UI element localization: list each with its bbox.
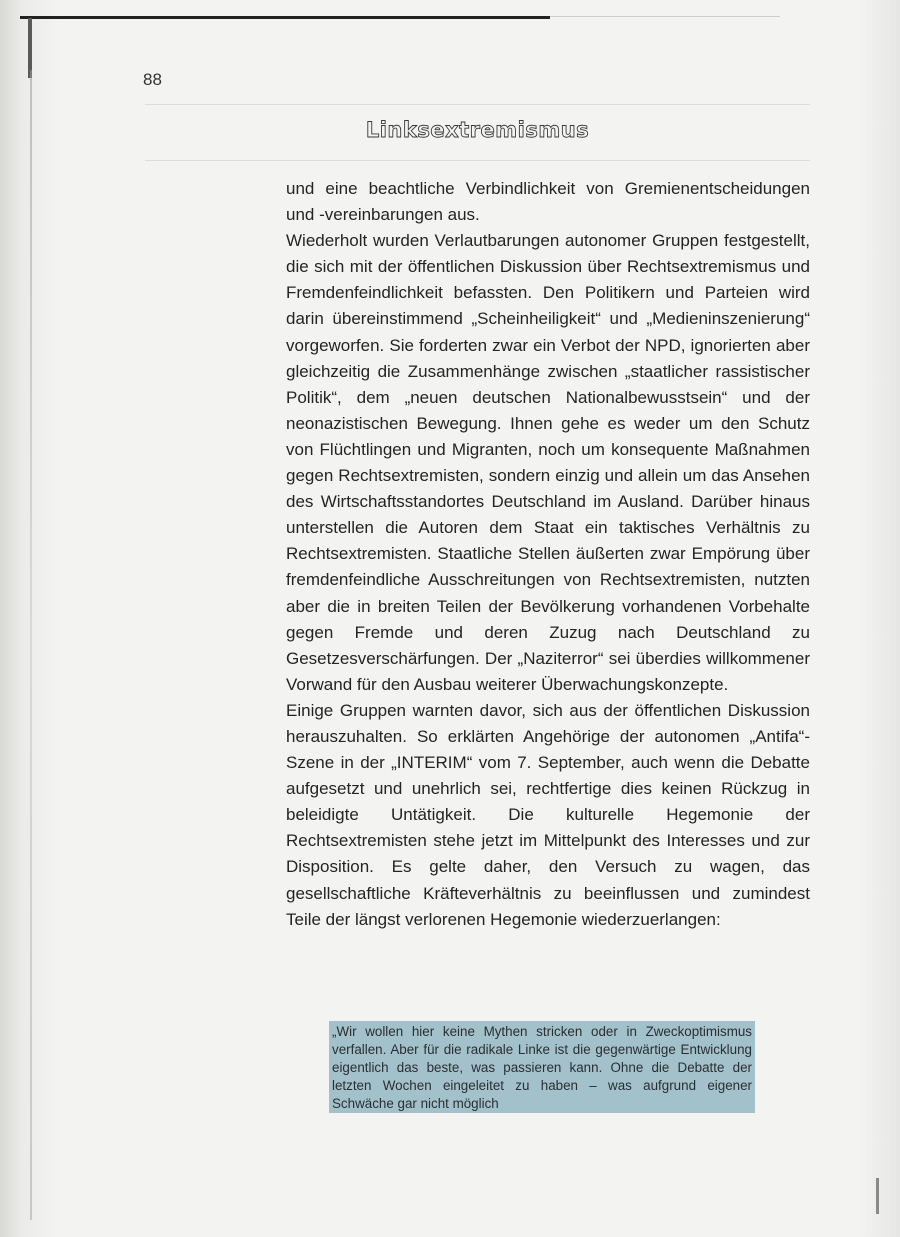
quote-box: „Wir wollen hier keine Mythen stricken oder in Zweckoptimismus verfallen. Aber für die radikale Linke ist die gegenwärtige Entwicklung eigentlich das beste, was passieren kann. Ohne die Debatte der letzten Wochen eingeleitet zu haben – was aufgrund eigener Schwäche gar nicht möglich — [329, 1021, 755, 1113]
top-rule — [20, 16, 550, 19]
top-rule-tail — [550, 16, 780, 17]
paragraph: Wiederholt wurden Verlautbarungen autonomer Gruppen festgestellt, die sich mit der öffentlichen Diskussion über Rechtsextremismus und Fremdenfeindlichkeit befassten. Den Politikern und Parteien wird darin übereinstimmend „Scheinheiligkeit“ und „Medieninszenierung“ vorgeworfen. Sie forderten zwar ein Verbot der NPD, ignorierten aber gleichzeitig die Zusammenhänge zwischen „staatlicher rassistischer Politik“, dem „neuen deutschen Nationalbewusstsein“ und der neonazistischen Bewegung. Ihnen gehe es weder um den Schutz von Flüchtlingen und Migranten, noch um konsequente Maßnahmen gegen Rechtsextremisten, sondern einzig und allein um das Ansehen des Wirtschaftsstandortes Deutschland im Ausland. Darüber hinaus unterstellen die Autoren dem Staat ein taktisches Verhältnis zu Rechtsextremisten. Staatliche Stellen äußerten zwar Empörung über fremdenfeindliche Ausschreitungen von Rechtsextremisten, nutzten aber die in breiten Teilen der Bevölkerung vorhandenen Vorbehalte gegen Fremde und deren Zuzug nach Deutschland zu Gesetzesverschärfungen. Der „Naziterror“ sei überdies willkommener Vorwand für den Ausbau weiterer Überwachungskonzepte. — [286, 231, 810, 694]
paragraph: und eine beachtliche Verbindlichkeit von Gremienentscheidungen und -vereinbarungen aus. — [286, 179, 810, 225]
book-spine-shadow — [30, 70, 32, 1220]
header-rule-bottom — [145, 160, 810, 161]
body-text — [286, 176, 810, 933]
scan-edge-mark — [28, 18, 32, 78]
header-rule-top — [145, 104, 810, 105]
paragraph: Einige Gruppen warnten davor, sich aus der öffentlichen Diskussion herauszuhalten. So erklärten Angehörige der autonomen „Antifa“-Szene in der „INTERIM“ vom 7. September, auch wenn die Debatte aufgesetzt und unehrlich sei, rechtfertige dies keinen Rückzug in beleidigte Untätigkeit. Die kulturelle Hegemonie der Rechtsextremisten stehe jetzt im Mittelpunkt des Interesses und zur Disposition. Es gelte daher, den Versuch zu wagen, das gesellschaftliche Kräfteverhältnis zu beeinflussen und zumindest Teile der längst verlorenen Hegemonie wiederzuerlangen: — [286, 700, 810, 929]
scan-edge-mark-right — [876, 1178, 879, 1214]
page-number: 88 — [143, 70, 162, 89]
running-head: Linksextremismus — [365, 118, 590, 142]
